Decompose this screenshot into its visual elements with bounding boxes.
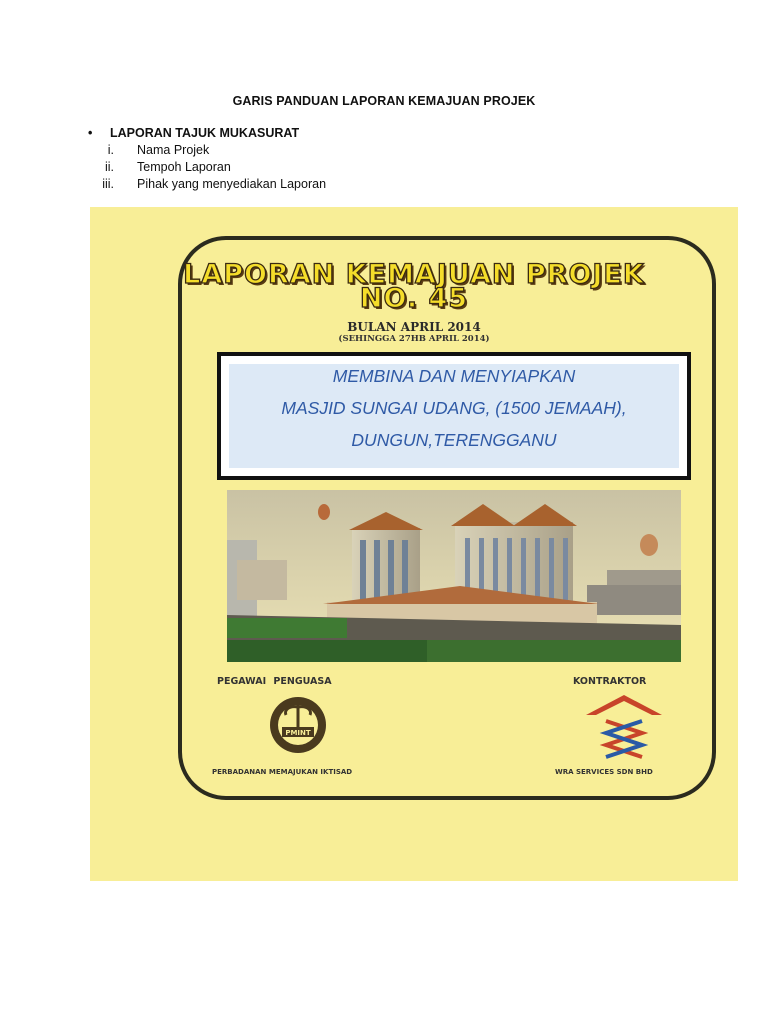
pmint-logo-text: PMINT	[285, 729, 311, 737]
list-text: Pihak yang menyediakan Laporan	[137, 177, 327, 191]
list-text: Tempoh Laporan	[137, 160, 231, 174]
project-line: DUNGUN,TERENGGANU	[351, 430, 557, 450]
project-line: MASJID SUNGAI UDANG, (1500 JEMAAH),	[281, 398, 627, 418]
project-name-inner	[229, 364, 679, 468]
building-render-image	[227, 490, 681, 662]
pmint-logo-icon	[258, 693, 352, 757]
list-number: iii.	[102, 177, 114, 191]
list-number: i.	[107, 143, 114, 157]
left-party-name: PERBADANAN MEMAJUKAN IKTISAD	[212, 768, 353, 776]
project-name-box	[217, 352, 691, 480]
list-number: ii.	[104, 160, 114, 174]
right-party-label: KONTRAKTOR	[573, 676, 647, 687]
section-title: LAPORAN TAJUK MUKASURAT	[110, 126, 300, 140]
cover-page-image	[90, 207, 738, 881]
report-until: (SEHINGGA 27HB APRIL 2014)	[338, 334, 490, 344]
report-month: BULAN APRIL 2014	[347, 320, 481, 334]
guideline-heading: GARIS PANDUAN LAPORAN KEMAJUAN PROJEK	[232, 94, 536, 108]
bullet-icon: •	[88, 126, 93, 140]
project-line: MEMBINA DAN MENYIAPKAN	[332, 366, 576, 386]
left-party-label: PEGAWAI PENGUASA	[217, 676, 332, 687]
section-bullet	[88, 126, 299, 140]
cover-title: LAPORAN KEMAJUAN PROJEK	[183, 259, 645, 290]
right-party-name: WRA SERVICES SDN BHD	[555, 768, 653, 776]
wra-logo-icon	[582, 693, 666, 767]
report-number: NO. 45	[359, 283, 469, 314]
list-text: Nama Projek	[137, 143, 210, 157]
